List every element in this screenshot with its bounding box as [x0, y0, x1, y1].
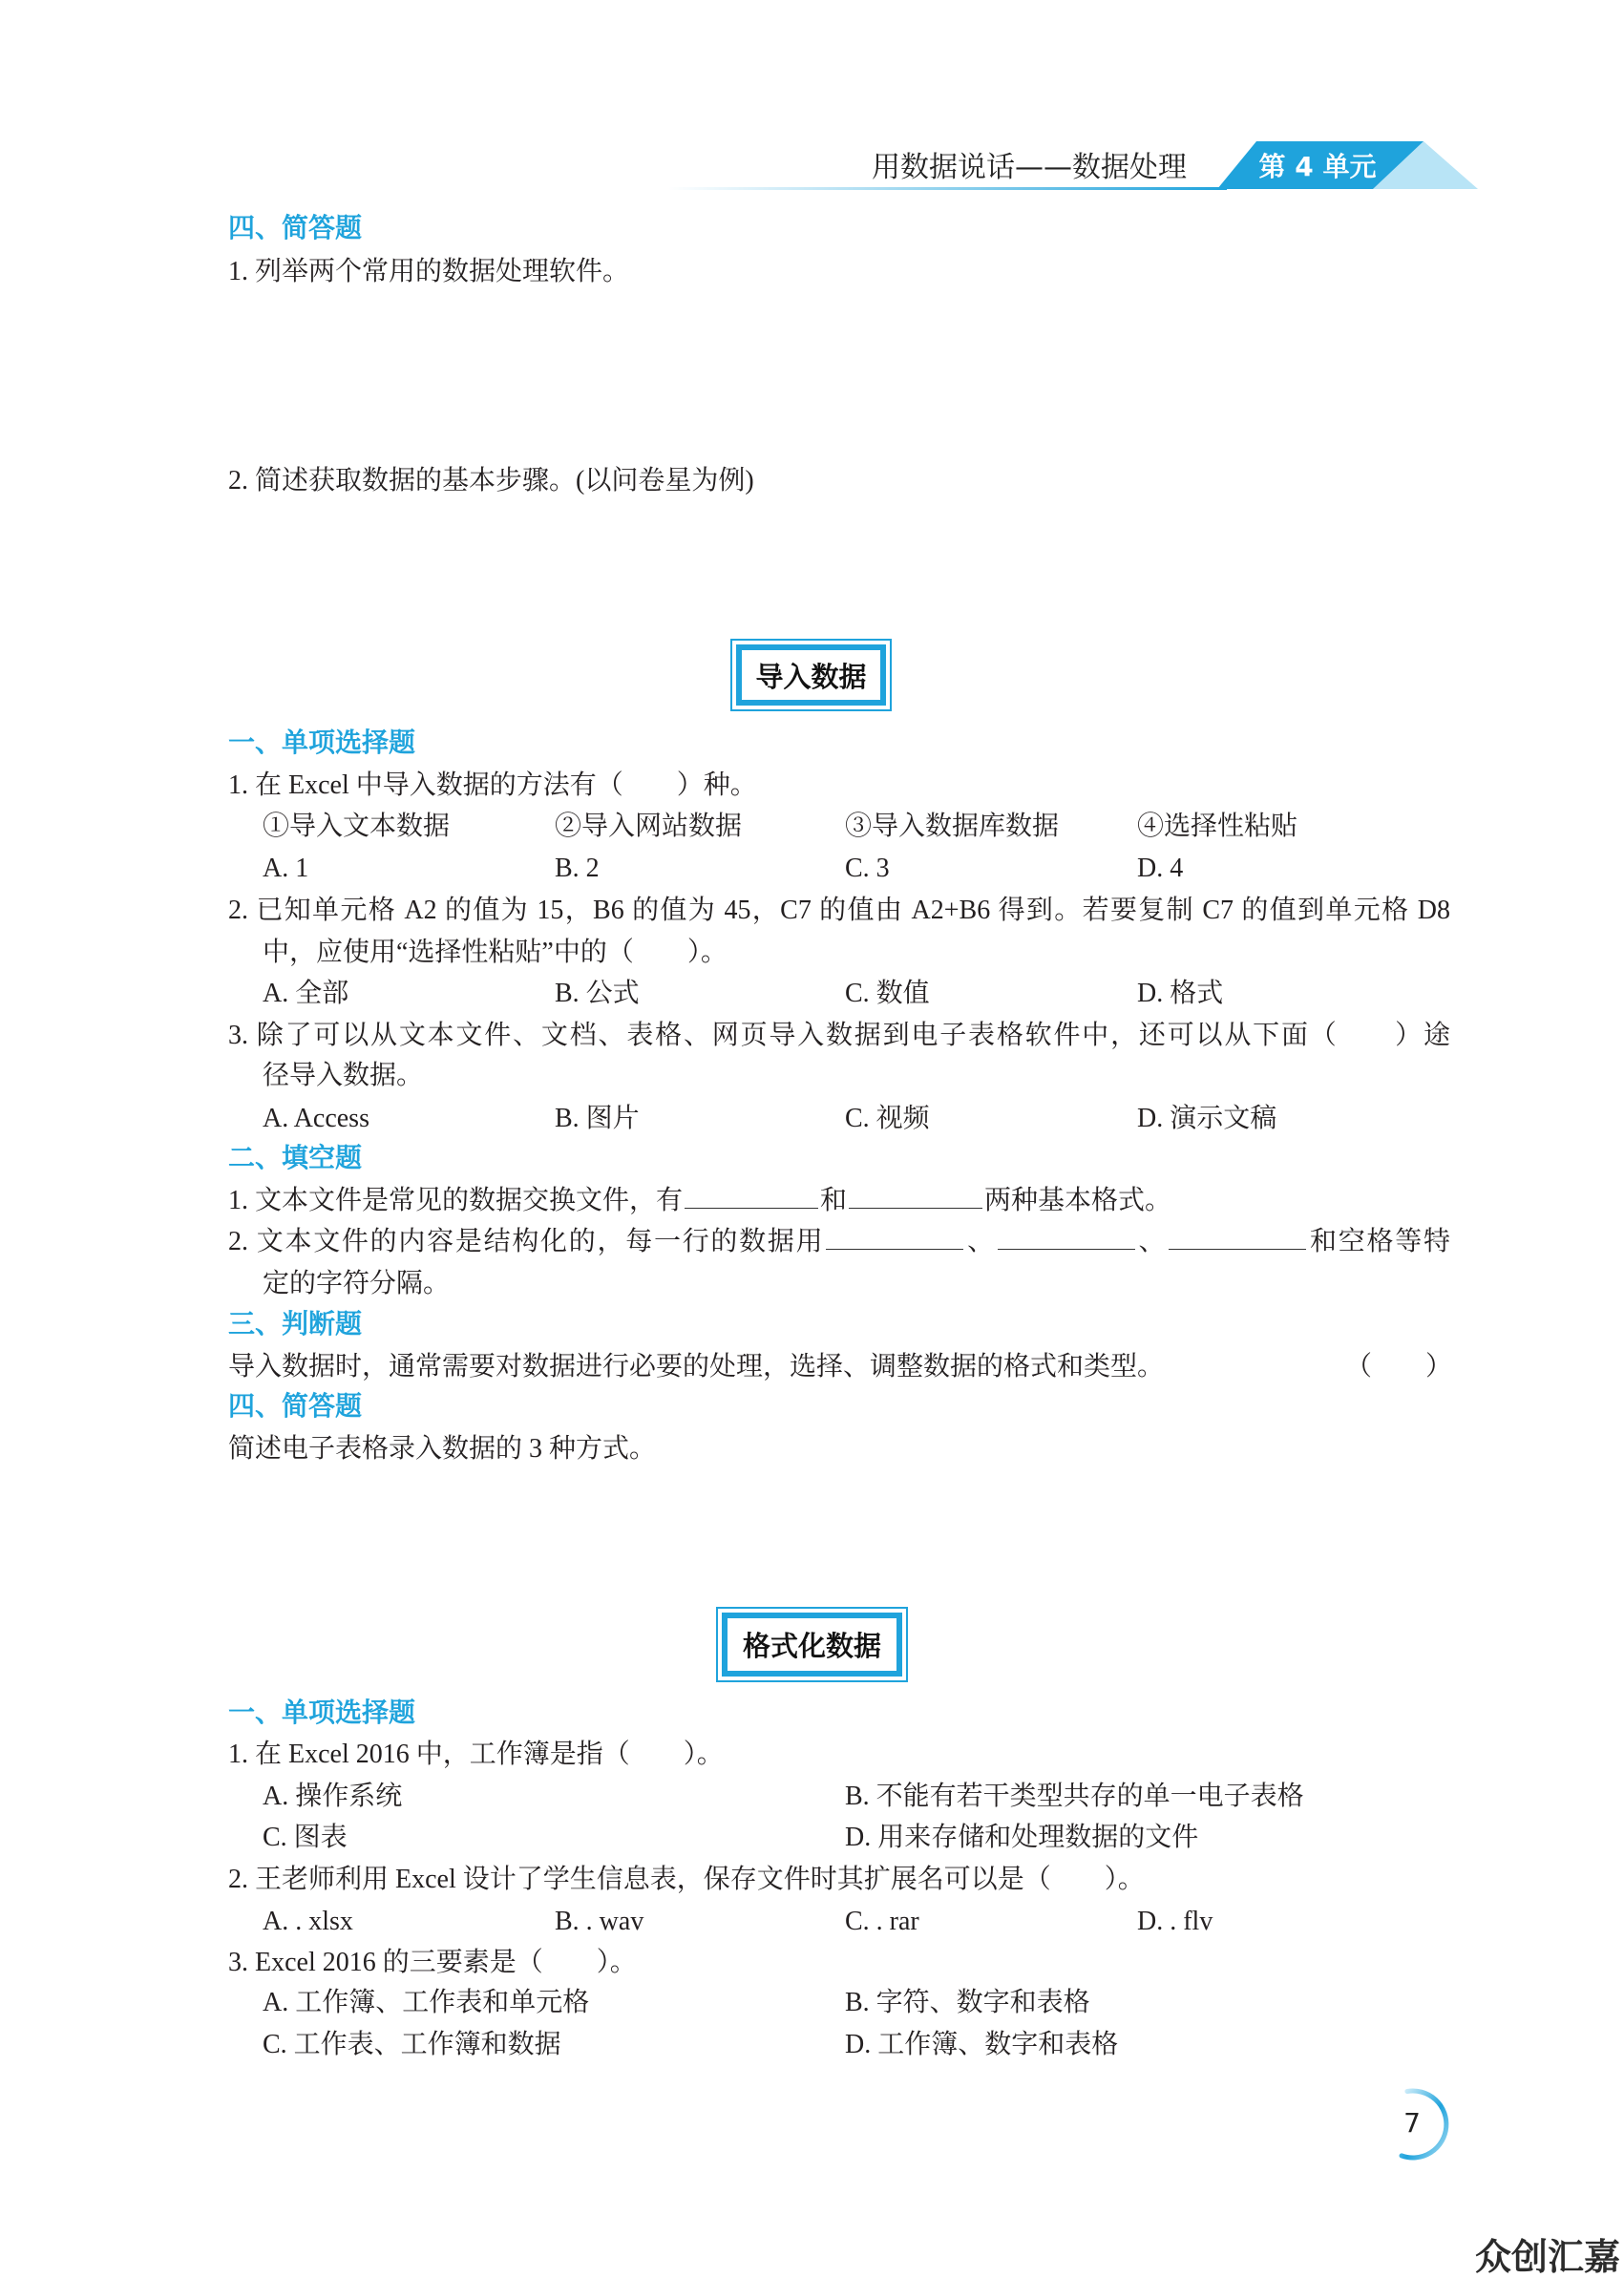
question-text: 和	[820, 1186, 848, 1215]
answer-option: A. 1	[263, 854, 309, 883]
answer-option: C. 工作表、工作簿和数据	[263, 2030, 561, 2059]
true-false-statement: 导入数据时，通常需要对数据进行必要的处理，选择、调整数据的格式和类型。	[228, 1352, 1165, 1382]
answer-option: C. . rar	[845, 1907, 919, 1936]
answer-option: D. 用来存储和处理数据的文件	[845, 1823, 1199, 1852]
section-heading-fill-blank: 二、填空题	[228, 1144, 363, 1173]
question-text: 2. 文本文件的内容是结构化的，每一行的数据用	[228, 1227, 825, 1256]
answer-option: B. 公式	[555, 979, 640, 1008]
question-stem: 1. 在 Excel 中导入数据的方法有（ ）种。	[228, 770, 757, 800]
question-item: ③导入数据库数据	[845, 812, 1060, 841]
question-stem: 2. 已知单元格 A2 的值为 15，B6 的值为 45，C7 的值由 A2+B6 得到。若要复制 C7 的值到单元格 D8	[228, 896, 1450, 925]
header-gradient-rule	[668, 187, 1227, 190]
answer-option: D. 4	[1137, 854, 1184, 883]
question-text: 两种基本格式。	[984, 1186, 1172, 1215]
answer-option: B. 不能有若干类型共存的单一电子表格	[845, 1782, 1304, 1811]
page-number: 7	[1403, 2107, 1421, 2139]
answer-blank	[826, 1224, 963, 1250]
lesson-title: 导入数据	[736, 644, 886, 706]
answer-bracket: （ ）	[1344, 1352, 1452, 1382]
question-text-continued: 定的字符分隔。	[263, 1269, 451, 1298]
running-header-title: 用数据说话——数据处理	[872, 151, 1187, 184]
lesson-title-box-format	[716, 1607, 908, 1682]
answer-option: B. 2	[555, 854, 600, 883]
answer-option: B. 图片	[555, 1104, 640, 1133]
answer-option: C. 数值	[845, 979, 930, 1008]
question-text: 1. 列举两个常用的数据处理软件。	[228, 257, 630, 286]
section-heading-single-choice: 一、单项选择题	[228, 1698, 416, 1728]
section-heading-single-choice: 一、单项选择题	[228, 728, 416, 758]
answer-blank	[685, 1183, 818, 1209]
question-stem: 3. 除了可以从文本文件、文档、表格、网页导入数据到电子表格软件中，还可以从下面（ ）途	[228, 1021, 1450, 1050]
answer-option: D. 工作簿、数字和表格	[845, 2030, 1119, 2059]
answer-option: C. 图表	[263, 1823, 348, 1852]
question-item: ①导入文本数据	[263, 812, 451, 841]
question-stem-continued: 径导入数据。	[263, 1061, 424, 1090]
section-heading-short-answer: 四、简答题	[228, 1392, 363, 1422]
lesson-title-box-import	[730, 639, 892, 711]
question-text: 1. 文本文件是常见的数据交换文件，有	[228, 1186, 684, 1215]
answer-option: A. Access	[263, 1104, 369, 1133]
question-text: 2. 简述获取数据的基本步骤。(以问卷星为例)	[228, 466, 754, 496]
question-text: 简述电子表格录入数据的 3 种方式。	[228, 1434, 657, 1464]
answer-option: C. 3	[845, 854, 890, 883]
lesson-title: 格式化数据	[722, 1613, 902, 1677]
answer-option: B. . wav	[555, 1907, 644, 1936]
section-heading-short-answer: 四、简答题	[228, 214, 363, 243]
answer-option: C. 视频	[845, 1104, 930, 1133]
question-stem-continued: 中，应使用“选择性粘贴”中的（ ）。	[263, 938, 728, 967]
answer-option: D. . flv	[1137, 1907, 1213, 1936]
answer-blank	[849, 1183, 982, 1209]
unit-badge: 第 4 单元	[1258, 151, 1377, 182]
watermark-logo: 众创汇嘉	[1475, 2236, 1621, 2278]
answer-blank	[998, 1224, 1135, 1250]
question-stem: 2. 王老师利用 Excel 设计了学生信息表，保存文件时其扩展名可以是（ ）。	[228, 1865, 1145, 1894]
answer-option: A. 操作系统	[263, 1782, 403, 1811]
answer-option: A. 全部	[263, 979, 349, 1008]
question-stem: 3. Excel 2016 的三要素是（ ）。	[228, 1948, 637, 1977]
answer-option: D. 格式	[1137, 979, 1224, 1008]
answer-blank	[1169, 1224, 1306, 1250]
answer-option: A. . xlsx	[263, 1907, 353, 1936]
fill-blank-question	[228, 1223, 1450, 1261]
question-item: ④选择性粘贴	[1137, 812, 1298, 841]
question-text: 和空格等特	[1308, 1227, 1450, 1256]
answer-option: B. 字符、数字和表格	[845, 1988, 1090, 2017]
question-text: 、	[1136, 1227, 1168, 1256]
section-heading-true-false: 三、判断题	[228, 1310, 363, 1339]
fill-blank-question	[228, 1182, 1171, 1220]
answer-option: A. 工作簿、工作表和单元格	[263, 1988, 590, 2017]
question-stem: 1. 在 Excel 2016 中，工作簿是指（ ）。	[228, 1740, 724, 1769]
question-item: ②导入网站数据	[555, 812, 743, 841]
question-text: 、	[965, 1227, 996, 1256]
answer-option: D. 演示文稿	[1137, 1104, 1277, 1133]
